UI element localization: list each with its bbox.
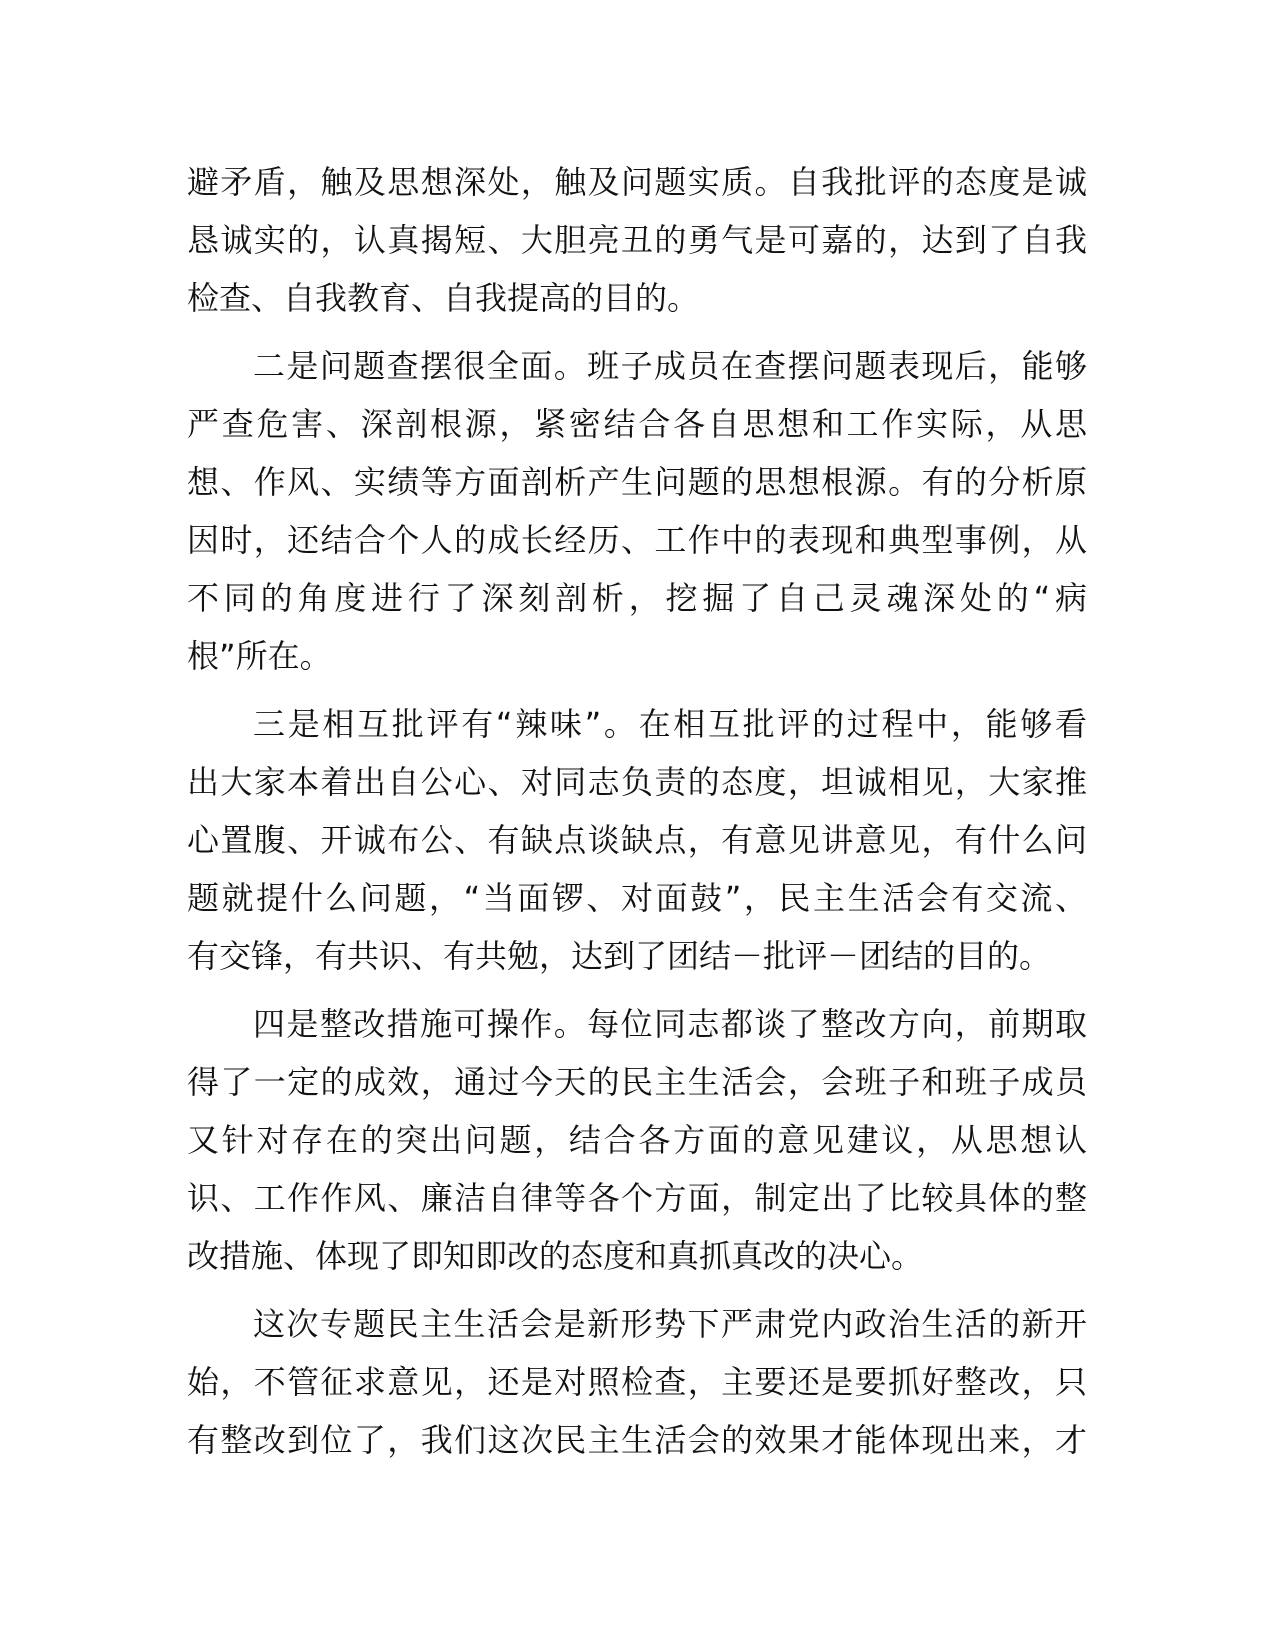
text-line: 不同的角度进行了深刻剖析，挖掘了自己灵魂深处的“病 xyxy=(187,579,1087,617)
text-line: 识、工作作风、廉洁自律等各个方面，制定出了比较具体的整 xyxy=(187,1179,1087,1217)
text-line: 根”所在。 xyxy=(187,637,332,675)
text-line: 又针对存在的突出问题，结合各方面的意见建议，从思想认 xyxy=(187,1121,1087,1159)
text-line: 避矛盾，触及思想深处，触及问题实质。自我批评的态度是诚 xyxy=(187,163,1087,201)
text-line: 有整改到位了，我们这次民主生活会的效果才能体现出来，才 xyxy=(187,1421,1087,1459)
paragraph-3 xyxy=(187,695,1087,985)
text-line: 四是整改措施可操作。每位同志都谈了整改方向，前期取 xyxy=(253,1005,1087,1043)
text-line: 想、作风、实绩等方面剖析产生问题的思想根源。有的分析原 xyxy=(187,463,1087,501)
text-line: 有交锋，有共识、有共勉，达到了团结－批评－团结的目的。 xyxy=(187,937,1052,975)
text-line: 二是问题查摆很全面。班子成员在查摆问题表现后，能够 xyxy=(253,347,1087,385)
document-body xyxy=(187,153,1087,1479)
text-line: 始，不管征求意见，还是对照检查，主要还是要抓好整改，只 xyxy=(187,1363,1087,1401)
text-line: 恳诚实的，认真揭短、大胆亮丑的勇气是可嘉的，达到了自我 xyxy=(187,221,1087,259)
paragraph-5 xyxy=(187,1295,1087,1469)
text-line: 这次专题民主生活会是新形势下严肃党内政治生活的新开 xyxy=(253,1305,1087,1343)
text-line: 出大家本着出自公心、对同志负责的态度，坦诚相见，大家推 xyxy=(187,763,1087,801)
text-line: 因时，还结合个人的成长经历、工作中的表现和典型事例，从 xyxy=(187,521,1087,559)
paragraph-2 xyxy=(187,337,1087,685)
text-line: 检查、自我教育、自我提高的目的。 xyxy=(187,279,700,317)
text-line: 心置腹、开诚布公、有缺点谈缺点，有意见讲意见，有什么问 xyxy=(187,821,1087,859)
text-line: 严查危害、深剖根源，紧密结合各自思想和工作实际，从思 xyxy=(187,405,1087,443)
paragraph-4 xyxy=(187,995,1087,1285)
text-line: 得了一定的成效，通过今天的民主生活会，会班子和班子成员 xyxy=(187,1063,1087,1101)
paragraph-1 xyxy=(187,153,1087,327)
text-line: 三是相互批评有“辣味”。在相互批评的过程中，能够看 xyxy=(253,705,1087,743)
text-line: 改措施、体现了即知即改的态度和真抓真改的决心。 xyxy=(187,1237,924,1275)
text-line: 题就提什么问题，“当面锣、对面鼓”，民主生活会有交流、 xyxy=(187,879,1087,917)
